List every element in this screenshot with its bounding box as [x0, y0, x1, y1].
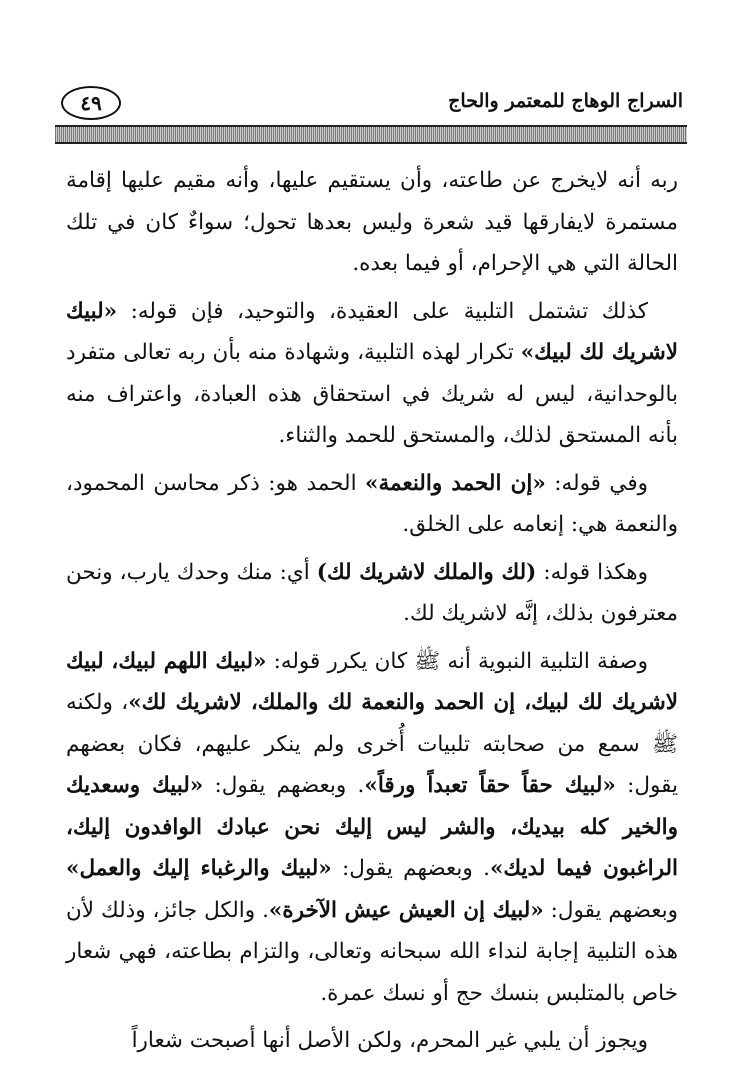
- paragraph-5: [66, 641, 678, 1015]
- paragraph-6: [66, 1020, 678, 1062]
- paragraph-1: [66, 160, 678, 285]
- quote-aish: «لبيك إن العيش عيش الآخرة»: [268, 897, 544, 923]
- page-number: ٤٩: [61, 86, 121, 120]
- text-segment: كذلك تشتمل التلبية على العقيدة، والتوحيد، فإن قوله:: [117, 298, 648, 324]
- paragraph-2: [66, 291, 678, 457]
- header-rule: [55, 125, 687, 144]
- page-header: [55, 86, 687, 120]
- quote-haqqan: «لبيك حقاً حقاً تعبداً ورقاً»: [364, 773, 616, 798]
- quote-talbiyah: «لبيك لاشريك لك لبيك»: [66, 298, 678, 365]
- text-segment: وفي قوله:: [545, 470, 649, 496]
- text-segment: ربه أنه لايخرج عن طاعته، وأن يستقيم عليها، وأنه مقيم عليها إقامة مستمرة لايفارقها قيد شعرة وليس بعدها تحول؛ سواءٌ كان في تلك الحالة التي هي الإحرام، أو فيما بعده.: [66, 168, 678, 276]
- quote-raghba: «لبيك والرغباء إليك والعمل»: [66, 856, 332, 881]
- text-segment: وبعضهم يقول:: [543, 897, 678, 923]
- text-segment: ويجوز أن يلبي غير المحرم، ولكن الأصل أنها أصبحت شعاراً: [131, 1028, 648, 1053]
- paragraph-4: [66, 552, 678, 635]
- text-segment: . وبعضهم يقول:: [331, 856, 490, 881]
- text-segment: وهكذا قوله:: [536, 559, 648, 585]
- paragraph-3: [66, 463, 678, 546]
- body-text: [66, 160, 678, 1068]
- text-segment: أي: منك وحدك يارب، ونحن معترفون بذلك، إنَّه لاشريك لك.: [66, 559, 678, 626]
- text-segment: ، ولكنه ﷺ سمع من صحابته تلبيات أُخرى ولم ينكر عليهم، فكان بعضهم يقول:: [66, 690, 678, 798]
- quote-hamd: «إن الحمد والنعمة»: [365, 470, 546, 496]
- text-segment: . والكل جائز، وذلك لأن هذه التلبية إجابة لنداء الله سبحانه وتعالى، والتزام بطاعته، فهي شعار خاص بالمتلبس بنسك حج أو نسك عمرة.: [66, 897, 678, 1006]
- text-segment: الحمد هو: ذكر محاسن المحمود، والنعمة هي: إنعامه على الخلق.: [66, 470, 678, 537]
- text-segment: تكرار لهذه التلبية، وشهادة منه بأن ربه تعالى متفرد بالوحدانية، ليس له شريك في استحقاق هذه العبادة، واعتراف منه بأنه المستحق لذلك، والمستحق للحمد والثناء.: [66, 340, 678, 448]
- quote-prophetic-talbiyah: «لبيك اللهم لبيك، لبيك لاشريك لك لبيك، إن الحمد والنعمة لك والملك، لاشريك لك»: [66, 648, 678, 715]
- quote-saadayk: «لبيك وسعديك والخير كله بيديك، والشر ليس إليك نحن عبادك الوافدون إليك، الراغبون فيما لديك»: [66, 773, 678, 881]
- text-segment: وصفة التلبية النبوية أنه ﷺ كان يكرر قوله:: [266, 648, 648, 674]
- quote-mulk: (لك والملك لاشريك لك): [316, 559, 537, 585]
- book-title: السراج الوهاج للمعتمر والحاج: [448, 90, 683, 112]
- text-segment: . وبعضهم يقول:: [203, 773, 365, 798]
